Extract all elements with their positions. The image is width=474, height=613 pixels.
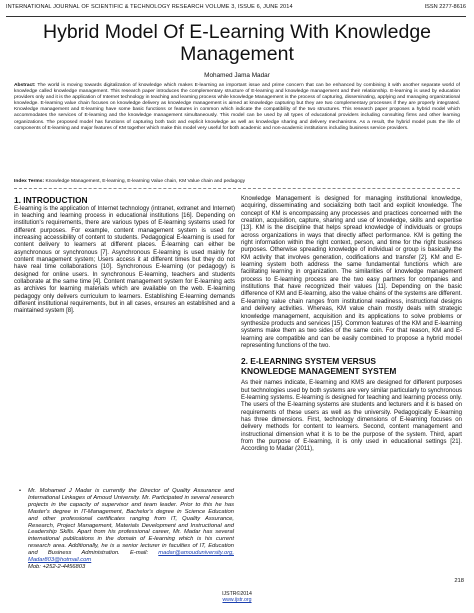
index-terms-label: Index Terms: [14, 179, 45, 184]
section-1-text: E-learning is the application of Internet technology (intranet, extranet and Internet) in teaching and learning process in educational institutions [16]. Depending on institution's requirements, there are various types of E-learning systems used for different purposes. For example, content management system is used for increasing accessibility of content to students. Pedagogical E-learning is used for content delivery to learners at different places. E-learning can either be asynchronous or synchronous [7]. Asynchronous E-learning is used mainly for content management system; Users access it at different times but they do not have real time collaborations [10]. Synchronous E-learning (or pedagogy) is designed for online users. In synchronous E-learning, teachers and students collaborate at the same time [4]. Content management system for E-learning acts as archives for learning materials which are available on the web. E-learning pedagogy only delivers curriculum to learners. Establishing E-learning demands different institutional requirements, but in all cases, ensures an established and a maintained system [8]. [14, 205, 235, 315]
left-column [14, 196, 235, 316]
title-line-2: Management [180, 43, 294, 65]
header-rule [6, 16, 466, 17]
footer-website-link[interactable]: www.ijstr.org [222, 597, 252, 603]
title-line-1: Hybrid Model Of E-Learning With Knowledge [42, 21, 432, 43]
page-footer [0, 591, 474, 603]
km-paragraph: Knowledge Management is designed for managing institutional knowledge, acquiring, disseminating and socializing both tacit and explicit knowledge. The concept of KM is encompassing any processes and practices concerned with the creation, acquisition, capture, sharing and use of knowledge, skills and expertise [13]. KM is the discipline that helps spread knowledge of individuals or groups across organizations in ways that directly affect performance. KM is getting the right information within the right context, person, and time for the right business purposes. Otherwise spreading knowledge of individual or group is basically the KM activity that involves generation, codifications and transfer [2]. KM and E-learning system both address the same fundamental functions which are facilitating learning in organization. The similarities of knowledge management process to E-learning process are the two easy partners for companies and institutions that have recognized their values [11]. Depending on the basic difference of KM and E-learning, also the value chains of the systems are different. E-learning value chain ranges from institutional readiness, instructional designs and delivery activities. Whereas, KM value chain mostly deals with strategic knowledge management, acquisition and its applications to solve problems or synthesize products and services [15]. Common features of the KM and E-learning systems make them as two sides of the same coin. For that reason, KM and E-learning are compatible and can be easily combined to propose a hybrid model representing functions of the two. [241, 196, 462, 349]
abstract-text: The world is moving towards digitalization of knowledge which makes E-learning an important issue and prime concern that can be enhanced by combining it with another separate world of knowledge called knowledge management. This research paper introduces the complementary structure of E-learning and knowledge management and their relationship. E-learning is used by education providers only and it is the application of Internet technology in teaching and learning process while knowledge Management is the process of capturing, disseminating, applying and managing organizational knowledge. E-learning value chain focuses on knowledge delivery as knowledge management is aimed at knowledge capturing but they are two complementary processes if they are properly integrated. Knowledge management and E-learning have some basic functions or features in common which indicate the compatibility of the two structures. This research paper proposes a hybrid model which accommodates the services of E-learning and the knowledge management simultaneously. This model can be used by all types of educational providers including consulting firms and other learning organizations. The proposed model has functions of capturing both tacit and explicit knowledge as well as knowledge sharing and delivery mechanisms. As a result, the hybrid model puts the life of components of E-learning and major features of KM together which make this model very useful for both academic and non-academic institutions including business service providers. [14, 83, 460, 131]
bio-text: Mr. Mohamed J Madar is currently the Director of Quality Assurance and International Linkages of Amoud University. Mr. Participated in several research projects in the capacity of supervisor and team leader. Prior to this he has Master's degree in IT-Management, Bachelor's degree in Science Education and other professional certificates ranging from IT, Quality Assurance, Research, Project Management, Materials Development and Instructional and Leadership Skills. Apart from his professional career, Mr. Madar has several international publications in the domain of E-learning which is his current research area. Additionally, he is a senior lecturer in faculties of IT, Education and Business Administration. [28, 488, 234, 557]
email-label: E-mail: [130, 550, 159, 557]
journal-name: INTERNATIONAL JOURNAL OF SCIENTIFIC & TECHNOLOGY RESEARCH VOLUME 3, ISSUE 6, JUNE 2014 [6, 4, 293, 10]
footer-copyright: IJSTR©2014 [222, 591, 252, 597]
section-divider [14, 188, 460, 189]
paper-title [20, 21, 454, 65]
mobile-number: Mob: +252-2-4456803 [28, 563, 86, 570]
index-terms-text: Knowledge Management, E-learning, E-learning Value chain, KM Value chain and pedagogy [45, 179, 246, 184]
issn-number: ISSN 2277-8616 [424, 4, 466, 10]
email-link-1[interactable]: madar@amouduniversity.org, [158, 550, 234, 557]
email-link-2[interactable]: Madar803@hotmail.com [28, 557, 92, 564]
section-2-heading-line-1: 2. E-LEARNING SYSTEM VERSUS [241, 356, 376, 367]
right-column [241, 196, 462, 454]
page-number: 218 [454, 578, 464, 584]
section-2-heading [241, 357, 462, 376]
section-2-heading-line-2: KNOWLEDGE MANAGEMENT SYSTEM [241, 365, 397, 376]
index-terms [14, 179, 460, 185]
section-2-text: As their names indicate, E-learning and KMS are designed for different purposes but technologies used by both systems are very similar particularly to synchronous E-learning systems. E-learning is designed for teaching and learning process only. The users of the E-learning systems are students and lecturers and it is based on requirements of these users as well as the university. Pedagogically E-learning has three dimensions. First, technology dimensions of E-learning focuses on delivery methods for content to learners. Second, content management and instructional dimension what it is to be the purpose of the system. Third, apart from the purpose of E-learning, it is only used in educational settings [21]. According to Madar (2011), [241, 380, 462, 453]
abstract [14, 83, 460, 132]
bio-bullet: • [19, 488, 22, 494]
author-name: Mohamed Jama Madar [204, 72, 270, 79]
author-bio [19, 488, 234, 571]
abstract-label: Abstract: [14, 83, 36, 88]
section-1-heading: 1. INTRODUCTION [14, 195, 88, 205]
running-header [0, 4, 474, 16]
